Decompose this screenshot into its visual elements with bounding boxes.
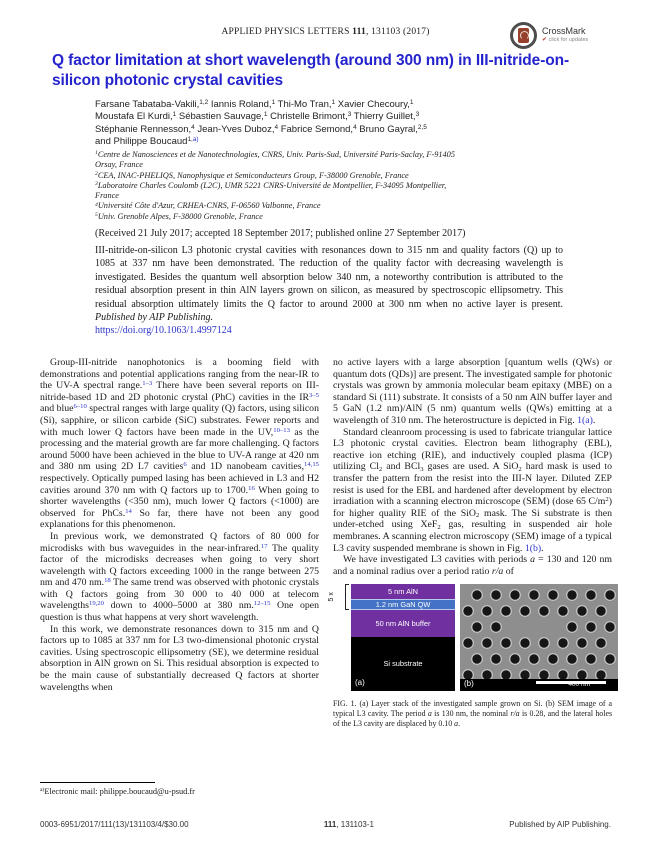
footnote-label: Electronic mail:: [44, 787, 100, 796]
figure-ref-link[interactable]: 1(a): [577, 414, 593, 426]
citation-link[interactable]: 14: [125, 507, 132, 515]
superscript: 4: [274, 123, 279, 131]
subscript: 2: [518, 466, 522, 473]
superscript: 1: [172, 111, 177, 119]
footnote-rule: [40, 782, 155, 783]
crossmark-arrow-icon: ✔: [542, 36, 548, 43]
stack-layer: Si substrate: [351, 637, 455, 691]
citation-link[interactable]: 1–3: [142, 380, 153, 388]
superscript: 1: [271, 99, 276, 107]
paragraph: In this work, we demonstrate resonances down to 315 nm and Q factors up to 1085 at 337 nm for L3 two-dimensional photonic crystal cavities. Using spectroscopic ellipsometry (SE), we determine residual absorption in AlN grown on Si. This residual absorption is expected to be the main cause of substantially decreased Q factors at shorter wavelengths when: [40, 623, 319, 693]
author-line: Moustafa El Kurdi,$^1$ Sébastien Sauvage,$^1$ Christelle Brimont,$^3$ Thierry Guillet,$^3$: [95, 111, 420, 123]
subscript: 3: [420, 466, 424, 473]
footnote: [40, 778, 319, 796]
paper-title: Q factor limitation at short wavelength (around 300 nm) in III-nitride-on-silicon photonic crystal cavities: [52, 52, 570, 89]
superscript: 5: [95, 212, 98, 219]
citation-link[interactable]: a): [192, 135, 199, 143]
citation-link[interactable]: 12–15: [253, 600, 271, 608]
subscript: 2: [437, 523, 441, 531]
sem-image: [460, 584, 618, 691]
superscript: 1: [95, 150, 98, 157]
figure-panel-b: [460, 584, 618, 691]
superscript: 2,5: [417, 123, 427, 131]
citation-link[interactable]: 3–5: [309, 391, 319, 399]
superscript: 1: [331, 99, 336, 107]
author-line: Stéphanie Rennesson,$^4$ Jean-Yves Duboz,$^4$ Fabrice Semond,$^4$ Bruno Gayral,$^{2,5}$: [95, 123, 427, 135]
doi-link[interactable]: https://doi.org/10.1063/1.4997124: [95, 325, 232, 337]
footer-issn: 0003-6951/2017/111(13)/131103/4/$30.00: [40, 820, 189, 829]
page-footer: [40, 820, 611, 829]
scale-bar-label: 400 nm: [568, 680, 590, 688]
author-line: and Philippe Boucaud$^{1,a)}$: [95, 135, 199, 147]
right-column: [327, 357, 613, 817]
superscript: 4: [353, 123, 357, 131]
stack-layer: 1.2 nm GaN QW: [351, 599, 455, 610]
subscript: 2: [475, 512, 480, 520]
superscript: 1,2: [199, 99, 209, 107]
paragraph: In previous work, we demonstrated Q factors of 80 000 for microdisks with bus waveguides in the near-infrared.$^{17}$ The quality factor of the microdisks decreases when going to very short wavelength with Q factors exceeding 1000 in the range between 275 nm and 470 nm.$^{18}$ The same trend was observed with photonic crystals with Q factors going from 30 000 to 40 000 at telecom wavelengths$^{19,20}$ down to 4000–5000 at 380 nm.$^{12-15}$ One open question is thus what happens at very short wavelength.: [40, 530, 320, 624]
repeat-label: 5 x: [327, 592, 335, 602]
superscript: 3: [95, 181, 98, 188]
crossmark-badge[interactable]: [510, 16, 620, 54]
panel-a-label: (a): [355, 677, 365, 687]
footnote-marker: a): [40, 787, 45, 794]
superscript: 1: [263, 111, 268, 119]
figure-ref-link[interactable]: 1(b): [524, 542, 542, 554]
abstract-text: III-nitride-on-silicon L3 photonic crystal cavities with resonances down to 315 nm and quality factors (Q) up to 1085 at 337 nm have been demonstrated. The reduction of the quality factor with decreasing wavelength is investigated. Besides the quantum well absorption below 340 nm, a noteworthy contribution is attributed to the residual absorption present in thin AlN layers grown on silicon, as measured by spectroscopic ellipsometry. This residual absorption ultimately limits the Q factor to around 2000 at 300 nm when no active layer is present. Published by AIP Publishing.: [95, 245, 563, 324]
panel-b-label: (b): [464, 678, 474, 688]
superscript: 4: [191, 123, 195, 131]
crossmark-title: CrossMark: [542, 25, 586, 36]
superscript: 3: [415, 111, 420, 119]
journal-title: APPLIED PHYSICS LETTERS: [221, 27, 353, 37]
footer-page-number: 111, 131103-1: [323, 820, 374, 829]
paragraph: Group-III-nitride nanophotonics is a booming field with demonstrations and potential applications ranging from the near-IR to the UV-A spectral range.$^{1-3}$ There have been several reports on III-nitride-based 1D and 2D photonic crystal (PhC) cavities in the IR$^{3-5}$ and blue$^{6-10}$ spectral ranges with large quality (Q) factors, using silicon (Si), sapphire, or silicon carbide (SiC) substrates. Fewer reports and with much lower Q factors have been made in the UV,$^{10-13}$ as the processing and the material growth are far more challenging. Q factors around 5000 have been achieved in the blue to UV-A range at 420 nm and 380 nm using 2D L7 cavities$^6$ and 1D nanobeam cavities,$^{14,15}$ respectively. Optically pumped lasing has been achieved in L3 and H2 cavities around 370 nm with Q factors up to 1700.16 When going to shorter wavelengths (<350 nm), much lower Q factors (<1000) are observed for PhCs.$^{14}$ So far, there have not been any good explanations for this phenomenon.: [40, 357, 320, 531]
superscript: 1: [409, 99, 414, 107]
article-body: [40, 357, 611, 817]
journal-volume: 111: [352, 27, 366, 37]
affiliation: $^1$Centre de Nanosciences et de Nanotechnologies, CNRS, Univ. Paris-Sud, Université Paris-Saclay, F-91405 Orsay, France: [95, 150, 455, 170]
journal-issue: , 131103 (2017): [365, 27, 430, 37]
figure-1: [327, 584, 613, 728]
affiliation: $^2$CEA, INAC-PHELIQS, Nanophysique et Semiconducteurs Group, F-38000 Grenoble, France: [95, 170, 409, 180]
superscript: 4: [95, 201, 98, 208]
affiliation: $^4$Université Côte d'Azur, CRHEA-CNRS, F-06560 Valbonne, France: [95, 201, 321, 211]
stack-layer: 50 nm AlN buffer: [351, 610, 455, 637]
affiliation: $^5$Univ. Grenoble Alpes, F-38000 Grenoble, France: [95, 211, 263, 221]
author-line: Farsane Tabataba-Vakili,$^{1,2}$ Iannis Roland,$^1$ Thi-Mo Tran,$^1$ Xavier Checoury,$^1$: [95, 99, 414, 110]
superscript: 2: [95, 171, 98, 178]
citation-link[interactable]: 6: [183, 461, 187, 469]
citation-link[interactable]: 14,15: [304, 461, 320, 469]
subscript: 2: [378, 466, 383, 473]
layer-stack: [351, 584, 455, 691]
paragraph: Standard cleanroom processing is used to fabricate triangular lattice L3 photonic crystal cavities. Electron beam lithography (EBL), reactive ion etching (RIE), and inductively coupled plasma (ICP) utilizing $Cl_2$ and BCl$_3$ gases are used. A SiO$_2$ hard mask is used to transfer the pattern from the resist into the III-N layer. Diluted ZEP resist is used for the EBL and hardened after development by electron irradiation with a scanning electron microscope (SEM) (dose 65 $C/m^2$) for higher quality RIE of the SiO$_2$ mask. The Si substrate is then under-etched using XeF$_2$ gas, resulting in suspended air hole membranes. A scanning electron microscopy (SEM) image of a typical L3 cavity suspended membrane is shown in Fig. 1(b).: [333, 426, 613, 554]
citation-link[interactable]: 19,20: [88, 600, 104, 608]
crossmark-logo-icon: [510, 22, 537, 49]
superscript: 1,: [187, 135, 193, 143]
footer-publisher: Published by AIP Publishing.: [509, 820, 611, 829]
abstract: [95, 244, 563, 338]
paragraph: We have investigated L3 cavities with periods a = 130 and 120 nm and a nominal radius over a period ratio r/a of: [333, 554, 612, 577]
email-link[interactable]: philippe.boucaud@u-psud.fr: [99, 787, 195, 796]
crossmark-subtitle: click for updates: [548, 36, 589, 43]
citation-link[interactable]: 6–10: [73, 403, 87, 411]
citation-link[interactable]: 16: [248, 484, 255, 492]
superscript: 3: [347, 111, 352, 119]
affiliation: $^3$Laboratoire Charles Coulomb (L2C), UMR 5221 CNRS-Université de Montpellier, F-34095 Montpellier, France: [95, 180, 447, 201]
left-column: [40, 357, 319, 776]
citation-link[interactable]: 10–13: [273, 426, 290, 434]
affiliations-block: [95, 150, 470, 222]
stack-bracket: [345, 584, 349, 610]
figure-caption: FIG. 1. (a) Layer stack of the investigated sample grown on Si. (b) SEM image of a typical L3 cavity. The period a is 130 nm, the nominal r/a is 0.28, and the lateral holes of the L3 cavity are displaced by 0.10 a.: [333, 699, 613, 728]
figure-panel-a: [327, 584, 455, 691]
superscript: 2: [605, 496, 609, 504]
paragraph: no active layers with a large absorption [quantum wells (QWs) or quantum dots (QDs)] are present. The investigated sample for photonic crystals was grown by ammonia molecular beam epitaxy (MBE) on a standard Si (111) substrate. It consists of a 50 nm AlN buffer layer and 5 GaN (1.2 nm)/AlN (5 nm) quantum wells (QWs) emitting at a wavelength of 310 nm. The heterostructure is depicted in Fig. 1(a).: [333, 357, 612, 426]
authors-block: [95, 99, 595, 148]
citation-link[interactable]: 17: [260, 542, 268, 550]
stack-layer: 5 nm AlN: [351, 584, 455, 599]
received-line: (Received 21 July 2017; accepted 18 September 2017; published online 27 September 2017): [95, 228, 466, 239]
citation-link[interactable]: 18: [104, 577, 111, 585]
